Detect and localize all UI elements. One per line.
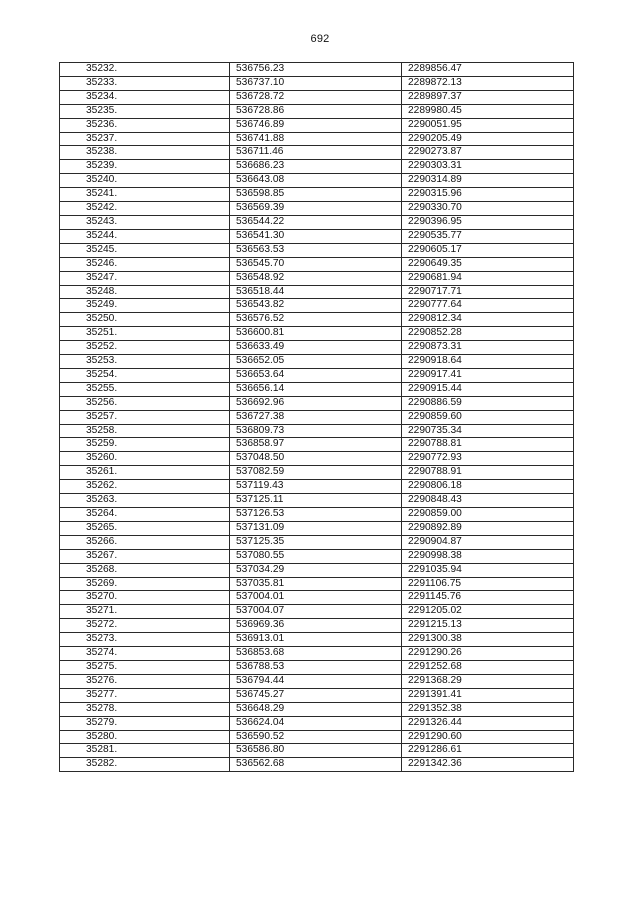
table-row xyxy=(60,563,574,577)
x-coordinate-cell: 536692.96 xyxy=(230,396,402,410)
table-row xyxy=(60,299,574,313)
y-coordinate-cell: 2290873.31 xyxy=(402,341,574,355)
table-row xyxy=(60,452,574,466)
point-number-cell: 35242. xyxy=(60,202,230,216)
table-row xyxy=(60,76,574,90)
x-coordinate-cell: 536809.73 xyxy=(230,424,402,438)
point-number-cell: 35240. xyxy=(60,174,230,188)
table-row xyxy=(60,90,574,104)
point-number-cell: 35256. xyxy=(60,396,230,410)
y-coordinate-cell: 2290806.18 xyxy=(402,480,574,494)
y-coordinate-cell: 2290649.35 xyxy=(402,257,574,271)
x-coordinate-cell: 536746.89 xyxy=(230,118,402,132)
table-row xyxy=(60,285,574,299)
table-row xyxy=(60,688,574,702)
y-coordinate-cell: 2289872.13 xyxy=(402,76,574,90)
y-coordinate-cell: 2290772.93 xyxy=(402,452,574,466)
y-coordinate-cell: 2290917.41 xyxy=(402,368,574,382)
table-row xyxy=(60,535,574,549)
point-number-cell: 35233. xyxy=(60,76,230,90)
x-coordinate-cell: 537126.53 xyxy=(230,508,402,522)
table-row xyxy=(60,758,574,772)
x-coordinate-cell: 537082.59 xyxy=(230,466,402,480)
table-row xyxy=(60,160,574,174)
x-coordinate-cell: 536737.10 xyxy=(230,76,402,90)
y-coordinate-cell: 2290205.49 xyxy=(402,132,574,146)
y-coordinate-cell: 2290915.44 xyxy=(402,382,574,396)
point-number-cell: 35250. xyxy=(60,313,230,327)
point-number-cell: 35281. xyxy=(60,744,230,758)
point-number-cell: 35243. xyxy=(60,215,230,229)
y-coordinate-cell: 2290273.87 xyxy=(402,146,574,160)
y-coordinate-cell: 2290998.38 xyxy=(402,549,574,563)
y-coordinate-cell: 2290330.70 xyxy=(402,202,574,216)
point-number-cell: 35239. xyxy=(60,160,230,174)
point-number-cell: 35272. xyxy=(60,619,230,633)
x-coordinate-cell: 537119.43 xyxy=(230,480,402,494)
y-coordinate-cell: 2291368.29 xyxy=(402,674,574,688)
y-coordinate-cell: 2290314.89 xyxy=(402,174,574,188)
y-coordinate-cell: 2291290.26 xyxy=(402,647,574,661)
point-number-cell: 35274. xyxy=(60,647,230,661)
y-coordinate-cell: 2291145.76 xyxy=(402,591,574,605)
x-coordinate-cell: 536741.88 xyxy=(230,132,402,146)
y-coordinate-cell: 2291252.68 xyxy=(402,660,574,674)
point-number-cell: 35277. xyxy=(60,688,230,702)
table-row xyxy=(60,508,574,522)
table-row xyxy=(60,660,574,674)
y-coordinate-cell: 2290848.43 xyxy=(402,494,574,508)
point-number-cell: 35255. xyxy=(60,382,230,396)
y-coordinate-cell: 2291106.75 xyxy=(402,577,574,591)
x-coordinate-cell: 537131.09 xyxy=(230,521,402,535)
table-row xyxy=(60,327,574,341)
y-coordinate-cell: 2290396.95 xyxy=(402,215,574,229)
coordinate-table xyxy=(59,62,574,772)
x-coordinate-cell: 536624.04 xyxy=(230,716,402,730)
y-coordinate-cell: 2290717.71 xyxy=(402,285,574,299)
point-number-cell: 35248. xyxy=(60,285,230,299)
point-number-cell: 35235. xyxy=(60,104,230,118)
y-coordinate-cell: 2291035.94 xyxy=(402,563,574,577)
x-coordinate-cell: 536543.82 xyxy=(230,299,402,313)
x-coordinate-cell: 536590.52 xyxy=(230,730,402,744)
x-coordinate-cell: 536969.36 xyxy=(230,619,402,633)
table-row xyxy=(60,521,574,535)
x-coordinate-cell: 537004.07 xyxy=(230,605,402,619)
x-coordinate-cell: 536545.70 xyxy=(230,257,402,271)
x-coordinate-cell: 536653.64 xyxy=(230,368,402,382)
x-coordinate-cell: 537125.35 xyxy=(230,535,402,549)
table-row xyxy=(60,355,574,369)
point-number-cell: 35238. xyxy=(60,146,230,160)
y-coordinate-cell: 2291352.38 xyxy=(402,702,574,716)
table-row xyxy=(60,633,574,647)
point-number-cell: 35264. xyxy=(60,508,230,522)
x-coordinate-cell: 537080.55 xyxy=(230,549,402,563)
point-number-cell: 35252. xyxy=(60,341,230,355)
table-row xyxy=(60,494,574,508)
table-row xyxy=(60,341,574,355)
y-coordinate-cell: 2290315.96 xyxy=(402,188,574,202)
x-coordinate-cell: 536544.22 xyxy=(230,215,402,229)
y-coordinate-cell: 2289980.45 xyxy=(402,104,574,118)
x-coordinate-cell: 536518.44 xyxy=(230,285,402,299)
point-number-cell: 35247. xyxy=(60,271,230,285)
y-coordinate-cell: 2290735.34 xyxy=(402,424,574,438)
table-row xyxy=(60,118,574,132)
y-coordinate-cell: 2289856.47 xyxy=(402,63,574,77)
y-coordinate-cell: 2290892.89 xyxy=(402,521,574,535)
x-coordinate-cell: 536563.53 xyxy=(230,243,402,257)
x-coordinate-cell: 536633.49 xyxy=(230,341,402,355)
x-coordinate-cell: 536858.97 xyxy=(230,438,402,452)
point-number-cell: 35278. xyxy=(60,702,230,716)
point-number-cell: 35263. xyxy=(60,494,230,508)
y-coordinate-cell: 2290303.31 xyxy=(402,160,574,174)
point-number-cell: 35253. xyxy=(60,355,230,369)
x-coordinate-cell: 536727.38 xyxy=(230,410,402,424)
table-row xyxy=(60,132,574,146)
table-row xyxy=(60,146,574,160)
x-coordinate-cell: 536788.53 xyxy=(230,660,402,674)
point-number-cell: 35262. xyxy=(60,480,230,494)
y-coordinate-cell: 2291342.36 xyxy=(402,758,574,772)
y-coordinate-cell: 2289897.37 xyxy=(402,90,574,104)
table-row xyxy=(60,466,574,480)
point-number-cell: 35279. xyxy=(60,716,230,730)
y-coordinate-cell: 2290605.17 xyxy=(402,243,574,257)
page-number: 692 xyxy=(310,33,330,45)
y-coordinate-cell: 2291215.13 xyxy=(402,619,574,633)
x-coordinate-cell: 536745.27 xyxy=(230,688,402,702)
point-number-cell: 35275. xyxy=(60,660,230,674)
point-number-cell: 35261. xyxy=(60,466,230,480)
table-row xyxy=(60,313,574,327)
point-number-cell: 35265. xyxy=(60,521,230,535)
x-coordinate-cell: 537004.01 xyxy=(230,591,402,605)
table-row xyxy=(60,368,574,382)
point-number-cell: 35245. xyxy=(60,243,230,257)
x-coordinate-cell: 537125.11 xyxy=(230,494,402,508)
table-row xyxy=(60,104,574,118)
y-coordinate-cell: 2291300.38 xyxy=(402,633,574,647)
table-row xyxy=(60,396,574,410)
x-coordinate-cell: 536562.68 xyxy=(230,758,402,772)
y-coordinate-cell: 2291391.41 xyxy=(402,688,574,702)
y-coordinate-cell: 2290859.60 xyxy=(402,410,574,424)
point-number-cell: 35234. xyxy=(60,90,230,104)
x-coordinate-cell: 536711.46 xyxy=(230,146,402,160)
table-row xyxy=(60,480,574,494)
table-row xyxy=(60,716,574,730)
point-number-cell: 35266. xyxy=(60,535,230,549)
x-coordinate-cell: 537035.81 xyxy=(230,577,402,591)
table-row xyxy=(60,549,574,563)
x-coordinate-cell: 536794.44 xyxy=(230,674,402,688)
point-number-cell: 35237. xyxy=(60,132,230,146)
point-number-cell: 35268. xyxy=(60,563,230,577)
x-coordinate-cell: 536656.14 xyxy=(230,382,402,396)
table-row xyxy=(60,438,574,452)
x-coordinate-cell: 536652.05 xyxy=(230,355,402,369)
point-number-cell: 35267. xyxy=(60,549,230,563)
point-number-cell: 35276. xyxy=(60,674,230,688)
point-number-cell: 35249. xyxy=(60,299,230,313)
point-number-cell: 35246. xyxy=(60,257,230,271)
table-row xyxy=(60,591,574,605)
table-row xyxy=(60,243,574,257)
table-row xyxy=(60,271,574,285)
point-number-cell: 35241. xyxy=(60,188,230,202)
x-coordinate-cell: 536600.81 xyxy=(230,327,402,341)
x-coordinate-cell: 536569.39 xyxy=(230,202,402,216)
x-coordinate-cell: 536643.08 xyxy=(230,174,402,188)
table-row xyxy=(60,410,574,424)
x-coordinate-cell: 536913.01 xyxy=(230,633,402,647)
table-row xyxy=(60,63,574,77)
x-coordinate-cell: 537048.50 xyxy=(230,452,402,466)
x-coordinate-cell: 536598.85 xyxy=(230,188,402,202)
y-coordinate-cell: 2291205.02 xyxy=(402,605,574,619)
table-row xyxy=(60,674,574,688)
x-coordinate-cell: 536728.72 xyxy=(230,90,402,104)
table-row xyxy=(60,744,574,758)
x-coordinate-cell: 536576.52 xyxy=(230,313,402,327)
y-coordinate-cell: 2290918.64 xyxy=(402,355,574,369)
point-number-cell: 35258. xyxy=(60,424,230,438)
table-row xyxy=(60,257,574,271)
point-number-cell: 35270. xyxy=(60,591,230,605)
point-number-cell: 35251. xyxy=(60,327,230,341)
table-row xyxy=(60,647,574,661)
y-coordinate-cell: 2290788.91 xyxy=(402,466,574,480)
table-row xyxy=(60,605,574,619)
x-coordinate-cell: 536853.68 xyxy=(230,647,402,661)
table-row xyxy=(60,702,574,716)
point-number-cell: 35260. xyxy=(60,452,230,466)
x-coordinate-cell: 536648.29 xyxy=(230,702,402,716)
table-row xyxy=(60,577,574,591)
coordinate-table-body xyxy=(60,63,574,772)
table-row xyxy=(60,229,574,243)
table-row xyxy=(60,188,574,202)
table-row xyxy=(60,174,574,188)
x-coordinate-cell: 536728.86 xyxy=(230,104,402,118)
x-coordinate-cell: 537034.29 xyxy=(230,563,402,577)
table-row xyxy=(60,202,574,216)
point-number-cell: 35282. xyxy=(60,758,230,772)
point-number-cell: 35232. xyxy=(60,63,230,77)
y-coordinate-cell: 2290535.77 xyxy=(402,229,574,243)
point-number-cell: 35271. xyxy=(60,605,230,619)
y-coordinate-cell: 2290777.64 xyxy=(402,299,574,313)
y-coordinate-cell: 2290886.59 xyxy=(402,396,574,410)
y-coordinate-cell: 2290051.95 xyxy=(402,118,574,132)
point-number-cell: 35259. xyxy=(60,438,230,452)
point-number-cell: 35244. xyxy=(60,229,230,243)
point-number-cell: 35280. xyxy=(60,730,230,744)
y-coordinate-cell: 2290859.00 xyxy=(402,508,574,522)
y-coordinate-cell: 2291290.60 xyxy=(402,730,574,744)
table-row xyxy=(60,619,574,633)
x-coordinate-cell: 536586.80 xyxy=(230,744,402,758)
y-coordinate-cell: 2290852.28 xyxy=(402,327,574,341)
table-row xyxy=(60,730,574,744)
y-coordinate-cell: 2290904.87 xyxy=(402,535,574,549)
point-number-cell: 35269. xyxy=(60,577,230,591)
x-coordinate-cell: 536686.23 xyxy=(230,160,402,174)
x-coordinate-cell: 536541.30 xyxy=(230,229,402,243)
table-row xyxy=(60,382,574,396)
y-coordinate-cell: 2290788.81 xyxy=(402,438,574,452)
table-row xyxy=(60,424,574,438)
y-coordinate-cell: 2291286.61 xyxy=(402,744,574,758)
point-number-cell: 35273. xyxy=(60,633,230,647)
point-number-cell: 35254. xyxy=(60,368,230,382)
x-coordinate-cell: 536548.92 xyxy=(230,271,402,285)
y-coordinate-cell: 2290812.34 xyxy=(402,313,574,327)
point-number-cell: 35257. xyxy=(60,410,230,424)
x-coordinate-cell: 536756.23 xyxy=(230,63,402,77)
table-row xyxy=(60,215,574,229)
point-number-cell: 35236. xyxy=(60,118,230,132)
y-coordinate-cell: 2291326.44 xyxy=(402,716,574,730)
y-coordinate-cell: 2290681.94 xyxy=(402,271,574,285)
